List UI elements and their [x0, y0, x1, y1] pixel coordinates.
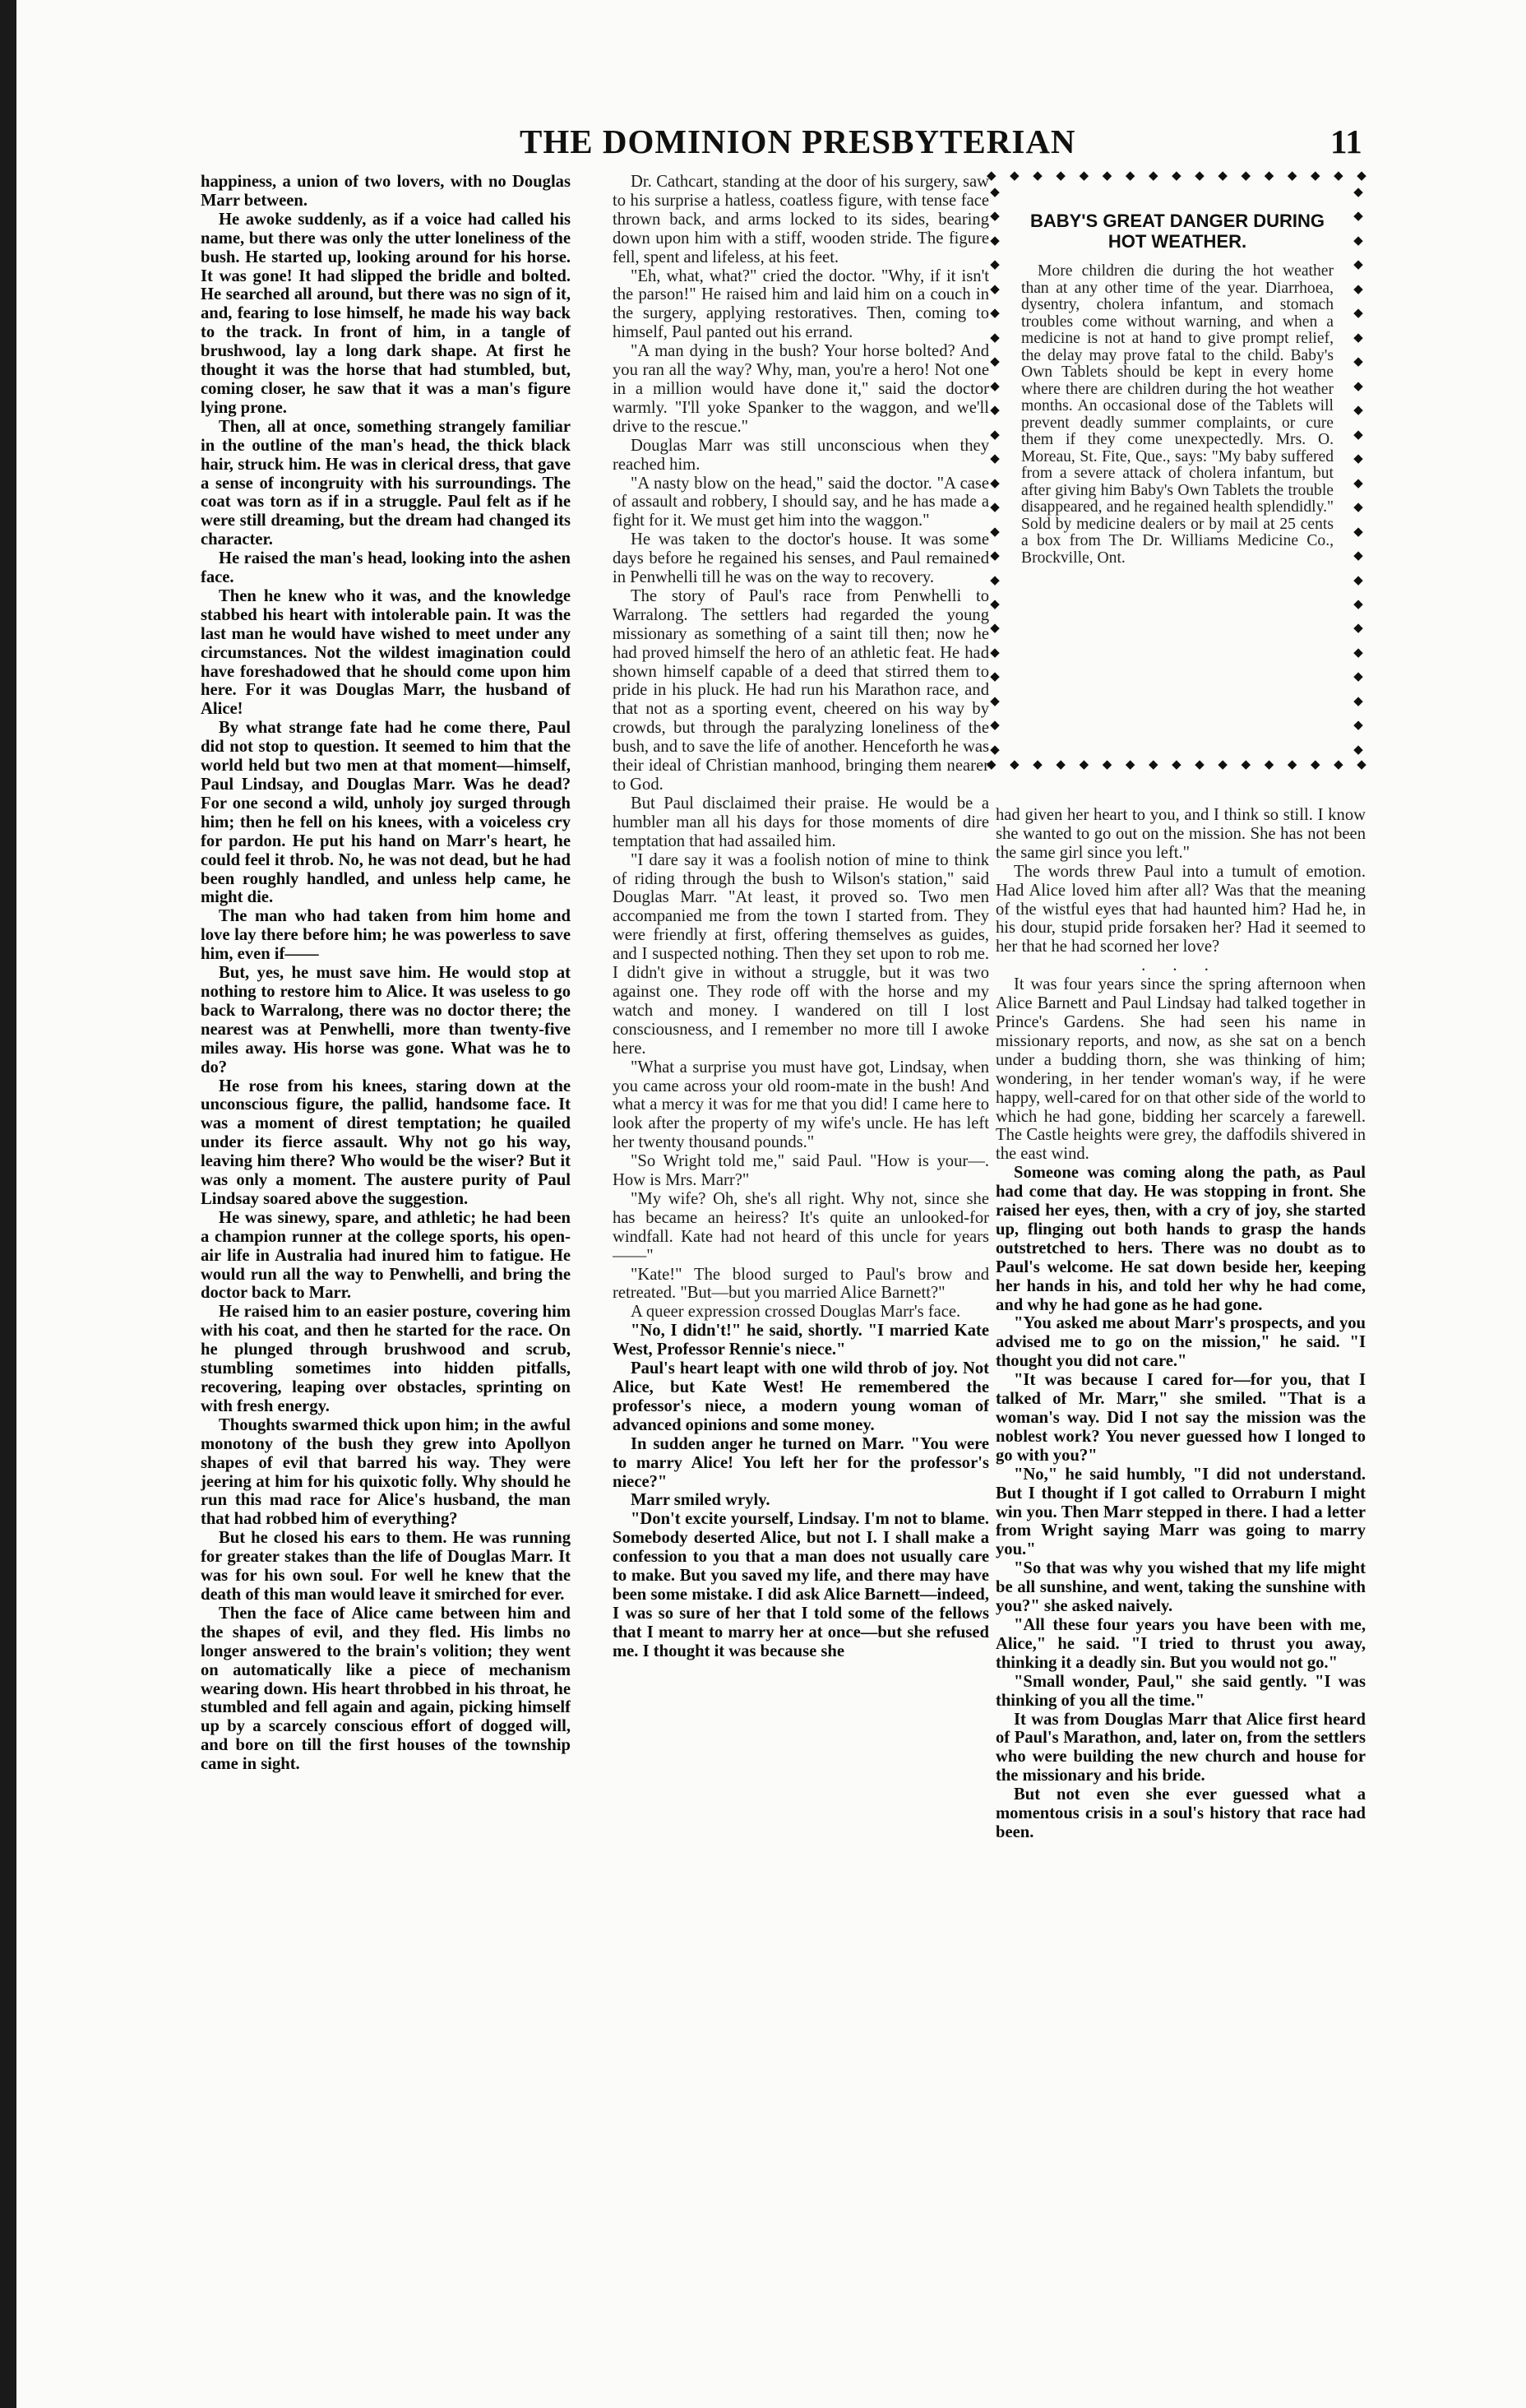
- paragraph: A queer expression crossed Douglas Marr's face.: [631, 1303, 961, 1322]
- diamond-ornament-icon: ◆: [990, 232, 1000, 248]
- diamond-ornament-icon: ◆: [990, 741, 1000, 757]
- diamond-ornament-icon: ◆: [1353, 572, 1363, 587]
- article-column-1: [201, 173, 571, 2204]
- diamond-border-top: [987, 168, 1366, 184]
- diamond-ornament-icon: ◆: [1353, 280, 1363, 296]
- diamond-ornament-icon: ◆: [1148, 757, 1158, 771]
- diamond-ornament-icon: ◆: [990, 620, 1000, 636]
- paragraph: By what strange fate had he come there, Paul did not stop to question. It seemed to him that the world held but two men at that moment—himself, Paul Lindsay, and Douglas Marr. Was he dead? For one second a wild, unholy joy surged through him; then he fell on his knees, with a voiceless cry for pardon. He put his hand on Marr's heart, he could feel it throb. No, he was not dead, but he had been roughly handled, and unless help came, he might die.: [201, 719, 571, 907]
- diamond-ornament-icon: ◆: [990, 402, 1000, 418]
- diamond-ornament-icon: ◆: [1056, 168, 1066, 183]
- diamond-ornament-icon: ◆: [1353, 402, 1363, 418]
- diamond-ornament-icon: ◆: [1353, 523, 1363, 539]
- diamond-ornament-icon: ◆: [1033, 757, 1043, 771]
- paragraph: Someone was coming along the path, as Paul had come that day. He was stopping in front. She raised her eyes, then, with a cry of joy, she started up, flinging out both hands to grasp the hands outstretched to hers. There was no doubt as to Paul's welcome. He sat down beside her, keeping her hands in his, and told her why he had come, and why he had gone as he had gone.: [996, 1164, 1366, 1314]
- diamond-ornament-icon: ◆: [1195, 168, 1205, 183]
- diamond-ornament-icon: ◆: [990, 523, 1000, 539]
- scan-edge: [0, 0, 16, 2408]
- advertisement-text: More children die during the hot weather than at any other time of the year. Diarrhoea, dysentry, cholera infantum, and stomach troubles come without warning, and when a medicine is not at hand to give prompt relief, the delay may prove fatal to the child. Baby's Own Tablets should be kept in every home where there are children during the hot weather months. An occasional dose of the Tablets will prevent deadly summer complaints, or cure them if they come unexpectedly. Mrs. O. Moreau, St. Fite, Que., says: "My baby suffered from a severe attack of cholera infantum, but after giving him Baby's Own Tablets the trouble disappeared, and he regained health splendidly." Sold by medicine dealers or by mail at 25 cents a box from The Dr. Williams Medicine Co., Brockville, Ont.: [1021, 262, 1334, 567]
- page-number: 11: [1330, 123, 1362, 160]
- paragraph: "Small wonder, Paul," she said gently. "I was thinking of you all the time.": [996, 1672, 1366, 1710]
- paragraph: Then, all at once, something strangely familiar in the outline of the man's head, the thick black hair, struck him. He was in clerical dress, that gave a sense of incongruity with his surroundings. The coat was torn as if in a struggle. Paul felt as if he were still dreaming, but the dream had changed its character.: [201, 417, 571, 549]
- paragraph: . . .: [1141, 956, 1220, 975]
- paragraph: He awoke suddenly, as if a voice had called his name, but there was only the utter loneliness of the bush. He started up, looking around for his horse. It was gone! It had slipped the bridle and bolted. He searched all around, but there was no sign of it, and, fearing to lose himself, he made his way back to the track. In front of him, in a tangle of brushwood, lay a long dark shape. At first he thought it was the horse that had stumbled, but, coming closer, he saw that it was a man's figure lying prone.: [201, 210, 571, 417]
- diamond-border-left: [987, 184, 1003, 757]
- diamond-ornament-icon: ◆: [1079, 757, 1089, 771]
- paragraph: "It was because I cared for—for you, that I talked of Mr. Marr," she smiled. "That is a woman's way. Did I not say the mission was the noblest work? You never guessed how I longed to go with you?": [996, 1371, 1366, 1465]
- paragraph: Thoughts swarmed thick upon him; in the awful monotony of the bush they grew into Apollyon shapes of evil that barred his way. They were jeering at him for his quixotic folly. Why should he run this mad race for Alice's husband, the man that had robbed him of everything?: [201, 1415, 571, 1529]
- diamond-ornament-icon: ◆: [1353, 475, 1363, 490]
- diamond-ornament-icon: ◆: [1102, 757, 1112, 771]
- paragraph: "Don't excite yourself, Lindsay. I'm not to blame. Somebody deserted Alice, but not I. I shall make a confession to you that a man does not usually care to make. But you saved my life, and there may have been some mistake. I did ask Alice Barnett—indeed, I was so sure of her that I told some of the fellows that I meant to marry her at once—but she refused me. I thought it was because she: [613, 1510, 989, 1660]
- diamond-ornament-icon: ◆: [1353, 717, 1363, 733]
- diamond-ornament-icon: ◆: [990, 354, 1000, 369]
- diamond-ornament-icon: ◆: [1287, 168, 1297, 183]
- paragraph: happiness, a union of two lovers, with no Douglas Marr between.: [201, 173, 571, 210]
- diamond-ornament-icon: ◆: [990, 669, 1000, 684]
- diamond-ornament-icon: ◆: [1353, 644, 1363, 660]
- diamond-ornament-icon: ◆: [1357, 168, 1366, 183]
- paragraph: But not even she ever guessed what a momentous crisis in a soul's history that race had been.: [996, 1785, 1366, 1841]
- diamond-ornament-icon: ◆: [990, 257, 1000, 272]
- diamond-ornament-icon: ◆: [990, 184, 1000, 199]
- diamond-border-right: [1350, 184, 1366, 757]
- paragraph: "You asked me about Marr's prospects, and you advised me to go on the mission," he said. "I thought you did not care.": [996, 1314, 1366, 1371]
- diamond-ornament-icon: ◆: [990, 475, 1000, 490]
- diamond-ornament-icon: ◆: [1079, 168, 1089, 183]
- paragraph: The words threw Paul into a tumult of emotion. Had Alice loved him after all? Was that the meaning of the wistful eyes that had haunted him? Had he, in his dour, stupid pride forsaken her? Had it seemed to her that he had scorned her love?: [996, 862, 1366, 956]
- diamond-ornament-icon: ◆: [1310, 168, 1320, 183]
- article-column-3: [996, 806, 1366, 2204]
- diamond-ornament-icon: ◆: [990, 451, 1000, 466]
- diamond-ornament-icon: ◆: [1353, 499, 1363, 515]
- diamond-ornament-icon: ◆: [1353, 741, 1363, 757]
- paragraph: Douglas Marr was still unconscious when they reached him.: [613, 436, 989, 474]
- advertisement-body: [1021, 263, 1334, 567]
- paragraph: "So Wright told me," said Paul. "How is your—. How is Mrs. Marr?": [613, 1152, 989, 1190]
- paragraph: But Paul disclaimed their praise. He would be a humbler man all his days for those moments of dire temptation that had assailed him.: [613, 794, 989, 850]
- diamond-ornament-icon: ◆: [1357, 757, 1366, 771]
- diamond-ornament-icon: ◆: [1033, 168, 1043, 183]
- diamond-ornament-icon: ◆: [1241, 757, 1251, 771]
- paragraph: He was taken to the doctor's house. It was some days before he regained his senses, and Paul remained in Penwhelli till he was on the way to recovery.: [613, 530, 989, 587]
- paragraph: Marr smiled wryly.: [631, 1491, 770, 1510]
- diamond-ornament-icon: ◆: [990, 208, 1000, 224]
- diamond-ornament-icon: ◆: [990, 644, 1000, 660]
- diamond-ornament-icon: ◆: [1353, 305, 1363, 321]
- diamond-ornament-icon: ◆: [1172, 757, 1181, 771]
- diamond-ornament-icon: ◆: [1353, 257, 1363, 272]
- diamond-ornament-icon: ◆: [990, 692, 1000, 708]
- paragraph: He raised the man's head, looking into the ashen face.: [201, 549, 571, 587]
- diamond-ornament-icon: ◆: [1353, 669, 1363, 684]
- diamond-ornament-icon: ◆: [1195, 757, 1205, 771]
- newspaper-title: THE DOMINION PRESBYTERIAN: [520, 123, 1076, 160]
- article-column-2: [613, 173, 989, 2204]
- page-header: [0, 122, 1526, 171]
- diamond-ornament-icon: ◆: [1218, 168, 1228, 183]
- paragraph: Paul's heart leapt with one wild throb of joy. Not Alice, but Kate West! He remembered the professor's niece, a modern young woman of advanced opinions and some money.: [613, 1359, 989, 1434]
- paragraph: But, yes, he must save him. He would stop at nothing to restore him to Alice. It was useless to go back to Warralong, there was no doctor there; the nearest was at Penwhelli, more than twenty-five miles away. His horse was gone. What was he to do?: [201, 964, 571, 1077]
- diamond-ornament-icon: ◆: [1353, 232, 1363, 248]
- paragraph: Dr. Cathcart, standing at the door of his surgery, saw to his surprise a hatless, coatless figure, with tense face thrown back, and arms locked to its sides, bearing down upon him with a stiff, wooden stride. The figure fell, spent and lifeless, at his feet.: [613, 173, 989, 266]
- diamond-ornament-icon: ◆: [990, 426, 1000, 442]
- diamond-ornament-icon: ◆: [1353, 620, 1363, 636]
- diamond-ornament-icon: ◆: [1310, 757, 1320, 771]
- diamond-ornament-icon: ◆: [1334, 757, 1343, 771]
- diamond-ornament-icon: ◆: [1353, 451, 1363, 466]
- diamond-ornament-icon: ◆: [990, 280, 1000, 296]
- advertisement-box: [987, 168, 1366, 773]
- paragraph: "A nasty blow on the head," said the doctor. "A case of assault and robbery, I should say, and he has made a fight for it. We must get him into the waggon.": [613, 474, 989, 530]
- diamond-ornament-icon: ◆: [1353, 548, 1363, 563]
- paragraph: Then he knew who it was, and the knowledge stabbed his heart with intolerable pain. It was the last man he would have wished to meet under any circumstances. Not the wildest imagination could have foreshadowed that he should come upon him here. For it was Douglas Marr, the husband of Alice!: [201, 586, 571, 719]
- paragraph: Then the face of Alice came between him and the shapes of evil, and they fled. His limbs no longer answered to the brain's volition; they went on automatically like a piece of mechanism wearing down. His heart throbbed in his throat, he stumbled and fell again and again, picking himself up by a scarcely conscious effort of dogged will, and bore on till the first houses of the township came in sight.: [201, 1604, 571, 1774]
- paragraph: had given her heart to you, and I think so still. I know she wanted to go out on the mission. She has not been the same girl since you left.": [996, 806, 1366, 862]
- diamond-ornament-icon: ◆: [990, 572, 1000, 587]
- diamond-ornament-icon: ◆: [990, 548, 1000, 563]
- diamond-ornament-icon: ◆: [990, 499, 1000, 515]
- diamond-ornament-icon: ◆: [1218, 757, 1228, 771]
- diamond-ornament-icon: ◆: [1172, 168, 1181, 183]
- diamond-ornament-icon: ◆: [1353, 329, 1363, 345]
- diamond-ornament-icon: ◆: [990, 329, 1000, 345]
- diamond-ornament-icon: ◆: [1125, 168, 1135, 183]
- paragraph: He was sinewy, spare, and athletic; he had been a champion runner at the college sports, his open-air life in Australia had inured him to fatigue. He would run all the way to Penwhelli, and bring the doctor back to Marr.: [201, 1208, 571, 1303]
- paragraph: "A man dying in the bush? Your horse bolted? And you ran all the way? Why, man, you're a hero! Not one in a million would have done it," said the doctor warmly. "I'll yoke Spanker to the waggon, and we'll drive to the rescue.": [613, 342, 989, 436]
- paragraph: "No, I didn't!" he said, shortly. "I married Kate West, Professor Rennie's niece.": [613, 1322, 989, 1359]
- diamond-ornament-icon: ◆: [1264, 757, 1274, 771]
- paragraph: "All these four years you have been with me, Alice," he said. "I tried to thrust you away, thinking it a deadly sin. But you would not go.": [996, 1615, 1366, 1672]
- paragraph: The man who had taken from him home and love lay there before him; he was powerless to save him, even if——: [201, 907, 571, 964]
- diamond-ornament-icon: ◆: [1264, 168, 1274, 183]
- paragraph: In sudden anger he turned on Marr. "You were to marry Alice! You left her for the professor's niece?": [613, 1434, 989, 1491]
- paragraph: It was four years since the spring afternoon when Alice Barnett and Paul Lindsay had talked together in Prince's Gardens. She had seen his name in missionary reports, and now, as she sat on a bench under a budding thorn, she was thinking of him; wondering, in her tender woman's way, if he were happy, well-cared for on that other side of the world to which he had gone, bidding her scarcely a farewell. The Castle heights were grey, the daffodils shivered in the east wind.: [996, 975, 1366, 1164]
- diamond-ornament-icon: ◆: [1353, 692, 1363, 708]
- diamond-ornament-icon: ◆: [1056, 757, 1066, 771]
- paragraph: He raised him to an easier posture, covering him with his coat, and then he started for the race. On he plunged through brushwood and scrub, stumbling sometimes into hidden pitfalls, recovering, leaping over obstacles, sprinting on with fresh energy.: [201, 1303, 571, 1415]
- paragraph: "I dare say it was a foolish notion of mine to think of riding through the bush to Wilson's station," said Douglas Marr. "At least, it proved so. Two men accompanied me from the town I started from. They were friendly at first, offering themselves as guides, and I suspected nothing. Then they set upon to rob me. I didn't give in without a struggle, but it was two against one. They rode off with the horse and my watch and money. I wandered on till I lost consciousness, and I remember no more till I awoke here.: [613, 850, 989, 1058]
- diamond-ornament-icon: ◆: [990, 595, 1000, 611]
- diamond-ornament-icon: ◆: [1353, 208, 1363, 224]
- paragraph: "Eh, what, what?" cried the doctor. "Why, if it isn't the parson!" He raised him and laid him on a couch in the surgery, applying restoratives. Then, coming to himself, Paul panted out his errand.: [613, 266, 989, 342]
- paragraph: The story of Paul's race from Penwhelli to Warralong. The settlers had regarded the young missionary as something of a saint till then; now he had proved himself the hero of an athletic feat. He had shown himself capable of a deed that stirred them to pride in his pluck. He had run his Marathon race, and that not as a sporting event, cheered on his way by crowds, but through the paralyzing loneliness of the bush, and to save the life of another. Henceforth he was their ideal of Christian manhood, bringing them nearer to God.: [613, 586, 989, 794]
- diamond-ornament-icon: ◆: [990, 377, 1000, 393]
- diamond-ornament-icon: ◆: [1010, 168, 1020, 183]
- diamond-ornament-icon: ◆: [1353, 354, 1363, 369]
- paragraph: He rose from his knees, staring down at the unconscious figure, the pallid, handsome face. It was a moment of direst temptation; he quailed under its fierce assault. Why not go his way, leaving him there? Who would be the wiser? But it was only a moment. The austere purity of Paul Lindsay soared above the suggestion.: [201, 1077, 571, 1208]
- paragraph: "What a surprise you must have got, Lindsay, when you came across your old room-mate in the bush! And what a mercy it was for me that you did! I came here to look after the property of my wife's uncle. He has left her twenty thousand pounds.": [613, 1058, 989, 1152]
- diamond-ornament-icon: ◆: [1334, 168, 1343, 183]
- diamond-ornament-icon: ◆: [1353, 184, 1363, 199]
- diamond-ornament-icon: ◆: [987, 168, 997, 183]
- diamond-ornament-icon: ◆: [990, 305, 1000, 321]
- paragraph: "So that was why you wished that my life might be all sunshine, and went, taking the sunshine with you?" she asked naively.: [996, 1559, 1366, 1616]
- diamond-ornament-icon: ◆: [1353, 595, 1363, 611]
- diamond-ornament-icon: ◆: [1287, 757, 1297, 771]
- diamond-ornament-icon: ◆: [1148, 168, 1158, 183]
- advertisement-headline: BABY'S GREAT DANGER DURING HOT WEATHER.: [1029, 211, 1325, 252]
- diamond-border-bottom: [987, 757, 1366, 773]
- paragraph: But he closed his ears to them. He was running for greater stakes than the life of Douglas Marr. It was for his own soul. For well he knew that the death of this man would leave it smirched for ever.: [201, 1529, 571, 1604]
- diamond-ornament-icon: ◆: [987, 757, 997, 771]
- diamond-ornament-icon: ◆: [1125, 757, 1135, 771]
- diamond-ornament-icon: ◆: [1010, 757, 1020, 771]
- paragraph: "My wife? Oh, she's all right. Why not, since she has became an heiress? It's quite an unlooked-for windfall. Kate had not heard of this uncle for years——": [613, 1189, 989, 1265]
- diamond-ornament-icon: ◆: [990, 717, 1000, 733]
- diamond-ornament-icon: ◆: [1353, 377, 1363, 393]
- paragraph: It was from Douglas Marr that Alice first heard of Paul's Marathon, and, later on, from the settlers who were building the new church and house for the missionary and his bride.: [996, 1710, 1366, 1785]
- paragraph: "No," he said humbly, "I did not understand. But I thought if I got called to Orraburn I might win you. Then Marr stepped in there. I had a letter from Wright saying Marr was going to marry you.": [996, 1465, 1366, 1559]
- diamond-ornament-icon: ◆: [1353, 426, 1363, 442]
- diamond-ornament-icon: ◆: [1102, 168, 1112, 183]
- diamond-ornament-icon: ◆: [1241, 168, 1251, 183]
- paragraph: "Kate!" The blood surged to Paul's brow and retreated. "But—but you married Alice Barnett?": [613, 1265, 989, 1303]
